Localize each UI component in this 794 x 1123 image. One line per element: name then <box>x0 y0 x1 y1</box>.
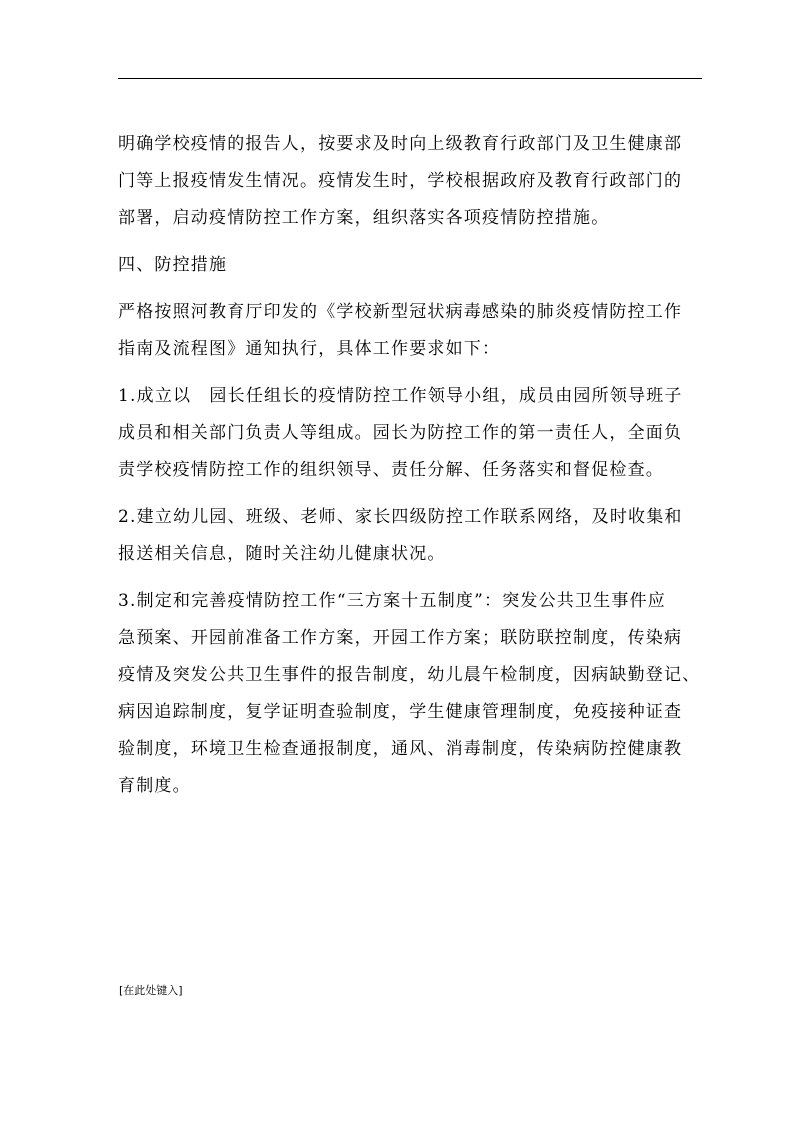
text-line: 3.制定和完善疫情防控工作“三方案十五制度”：突发公共卫生事件应 <box>118 591 667 611</box>
section-heading-text: 四、防控措施 <box>118 255 228 275</box>
list-item <box>118 583 708 805</box>
text-line: 1.成立以 园长任组长的疫情防控工作领导小组，成员由园所领导班子 <box>118 386 683 406</box>
text-line: 责学校疫情防控工作的组织领导、责任分解、任务落实和督促检查。 <box>118 460 664 480</box>
list-item <box>118 499 708 573</box>
text-line: 急预案、开园前准备工作方案，开园工作方案；联防联控制度，传染病 <box>118 628 683 648</box>
paragraph <box>118 126 708 237</box>
text-line: 疫情及突发公共卫生事件的报告制度，幼儿晨午检制度，因病缺勤登记、 <box>118 665 701 685</box>
header-rule <box>118 78 702 79</box>
text-line: 门等上报疫情发生情况。疫情发生时，学校根据政府及教育行政部门的 <box>118 171 683 191</box>
text-line: 明确学校疫情的报告人，按要求及时向上级教育行政部门及卫生健康部 <box>118 134 683 154</box>
list-item <box>118 378 708 489</box>
text-line: 成员和相关部门负责人等组成。园长为防控工作的第一责任人，全面负 <box>118 423 683 443</box>
section-heading <box>118 247 708 284</box>
text-line: 育制度。 <box>118 776 191 796</box>
text-line: 2.建立幼儿园、班级、老师、家长四级防控工作联系网络，及时收集和 <box>118 507 683 527</box>
text-line: 病因追踪制度，复学证明查验制度，学生健康管理制度，免疫接种证查 <box>118 702 683 722</box>
text-line: 严格按照河教育厅印发的《学校新型冠状病毒感染的肺炎疫情防控工作 <box>118 302 683 322</box>
document-body <box>118 126 708 815</box>
text-line: 报送相关信息，随时关注幼儿健康状况。 <box>118 544 446 564</box>
text-line: 部署，启动疫情防控工作方案，组织落实各项疫情防控措施。 <box>118 208 610 228</box>
footer-placeholder[interactable]: [在此处键入] <box>119 984 183 997</box>
paragraph <box>118 294 708 368</box>
text-line: 验制度，环境卫生检查通报制度，通风、消毒制度，传染病防控健康教 <box>118 739 683 759</box>
text-line: 指南及流程图》通知执行，具体工作要求如下： <box>118 339 501 359</box>
